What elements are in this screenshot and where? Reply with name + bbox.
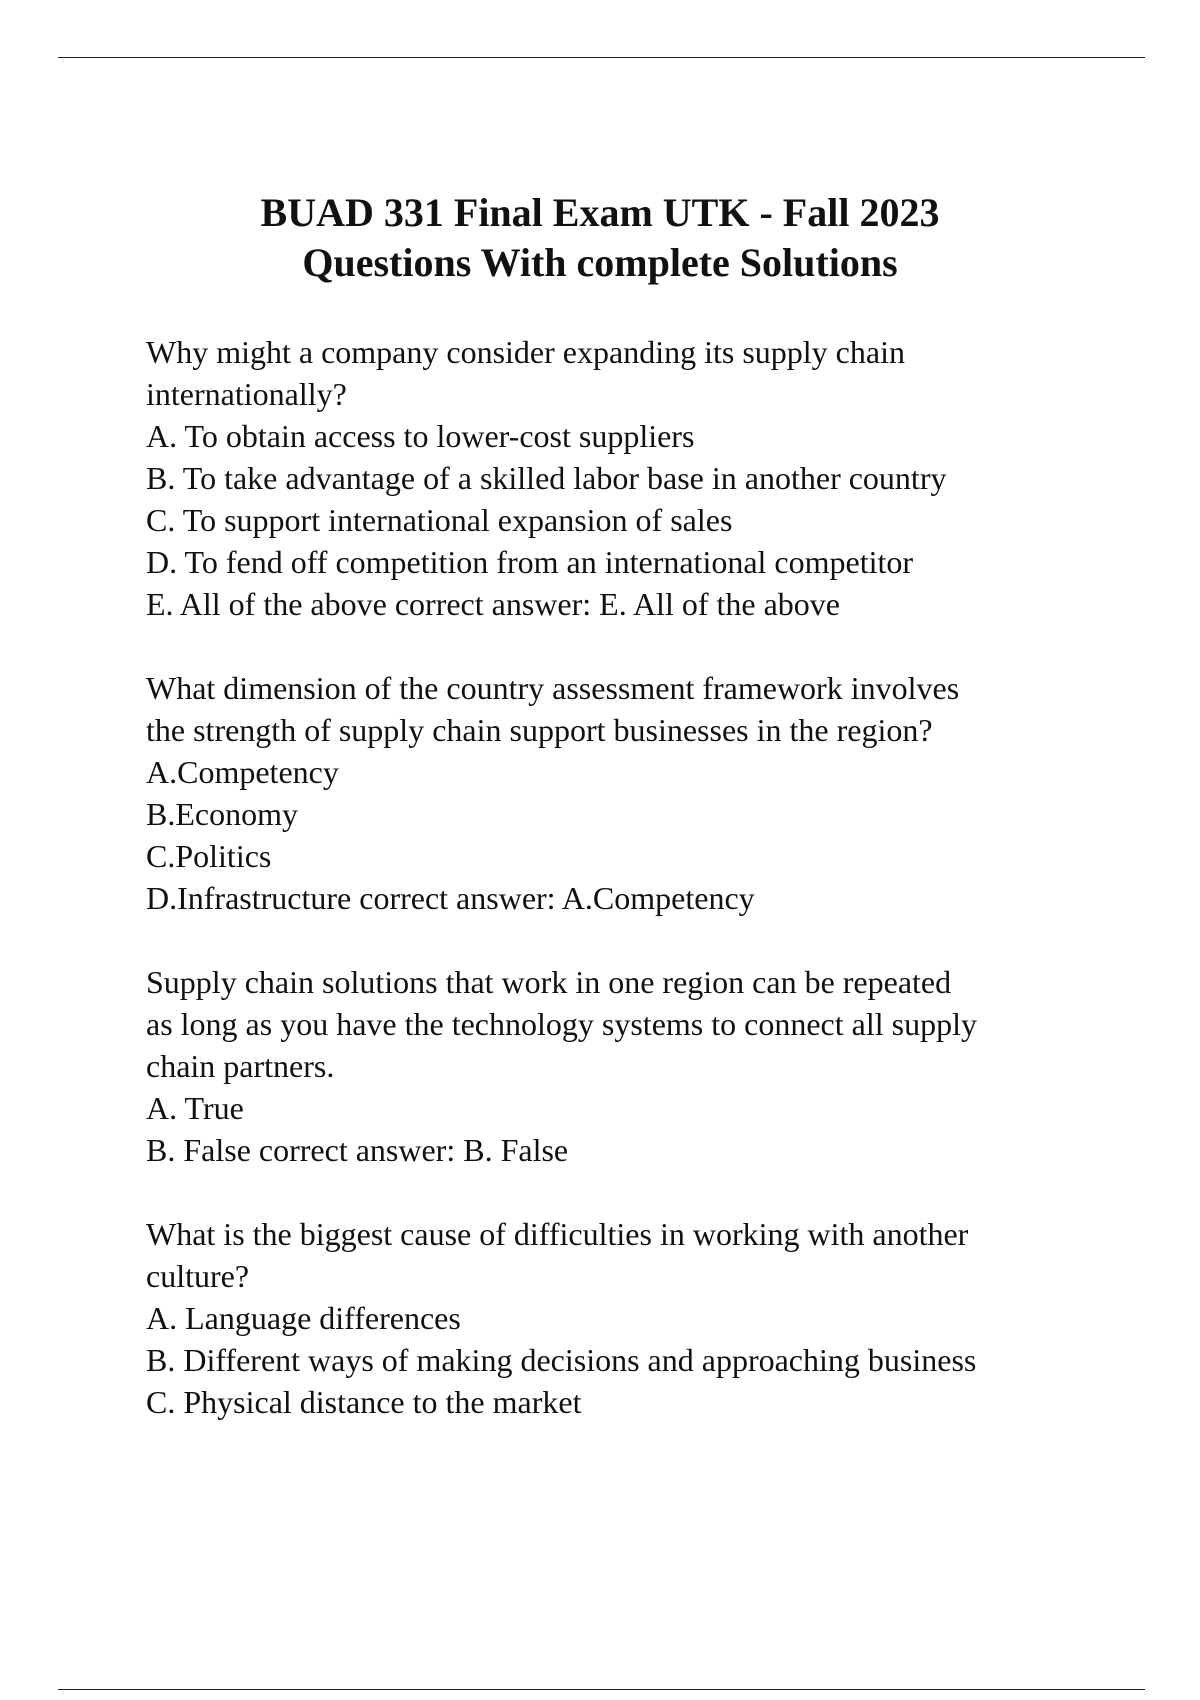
header-rule [58,57,1145,58]
question-2-option-a: A.Competency [146,754,339,790]
question-2-option-d-answer: D.Infrastructure correct answer: A.Competency [146,880,755,916]
question-3-line-3: chain partners. [146,1048,335,1084]
question-2-option-b: B.Economy [146,796,298,832]
question-2-line-2: the strength of supply chain support businesses in the region? [146,712,933,748]
question-list [146,331,1146,1465]
question-block-3 [146,961,1146,1171]
question-block-1 [146,331,1146,625]
question-4-line-2: culture? [146,1258,250,1294]
question-2-line-1: What dimension of the country assessment framework involves [146,670,960,706]
question-3-option-b-answer: B. False correct answer: B. False [146,1132,569,1168]
question-1-option-a: A. To obtain access to lower-cost suppliers [146,418,695,454]
question-1-option-c: C. To support international expansion of sales [146,502,733,538]
question-block-2 [146,667,1146,919]
title-line-2: Questions With complete Solutions [302,240,898,285]
question-1-option-e-answer: E. All of the above correct answer: E. All of the above [146,586,840,622]
question-1-line-1: Why might a company consider expanding its supply chain [146,334,905,370]
question-block-4 [146,1213,1146,1423]
question-4-option-b: B. Different ways of making decisions and approaching business [146,1342,977,1378]
question-4-option-c: C. Physical distance to the market [146,1384,582,1420]
question-4-option-a: A. Language differences [146,1300,461,1336]
question-3-line-1: Supply chain solutions that work in one region can be repeated [146,964,952,1000]
question-3-line-2: as long as you have the technology systems to connect all supply [146,1006,977,1042]
question-3-option-a: A. True [146,1090,244,1126]
question-1-option-d: D. To fend off competition from an international competitor [146,544,914,580]
footer-rule [58,1689,1145,1690]
title-line-1: BUAD 331 Final Exam UTK - Fall 2023 [260,190,940,235]
question-2-option-c: C.Politics [146,838,272,874]
question-1-line-2: internationally? [146,376,347,412]
question-1-option-b: B. To take advantage of a skilled labor base in another country [146,460,947,496]
page-title [0,188,1200,288]
question-4-line-1: What is the biggest cause of difficulties in working with another [146,1216,969,1252]
